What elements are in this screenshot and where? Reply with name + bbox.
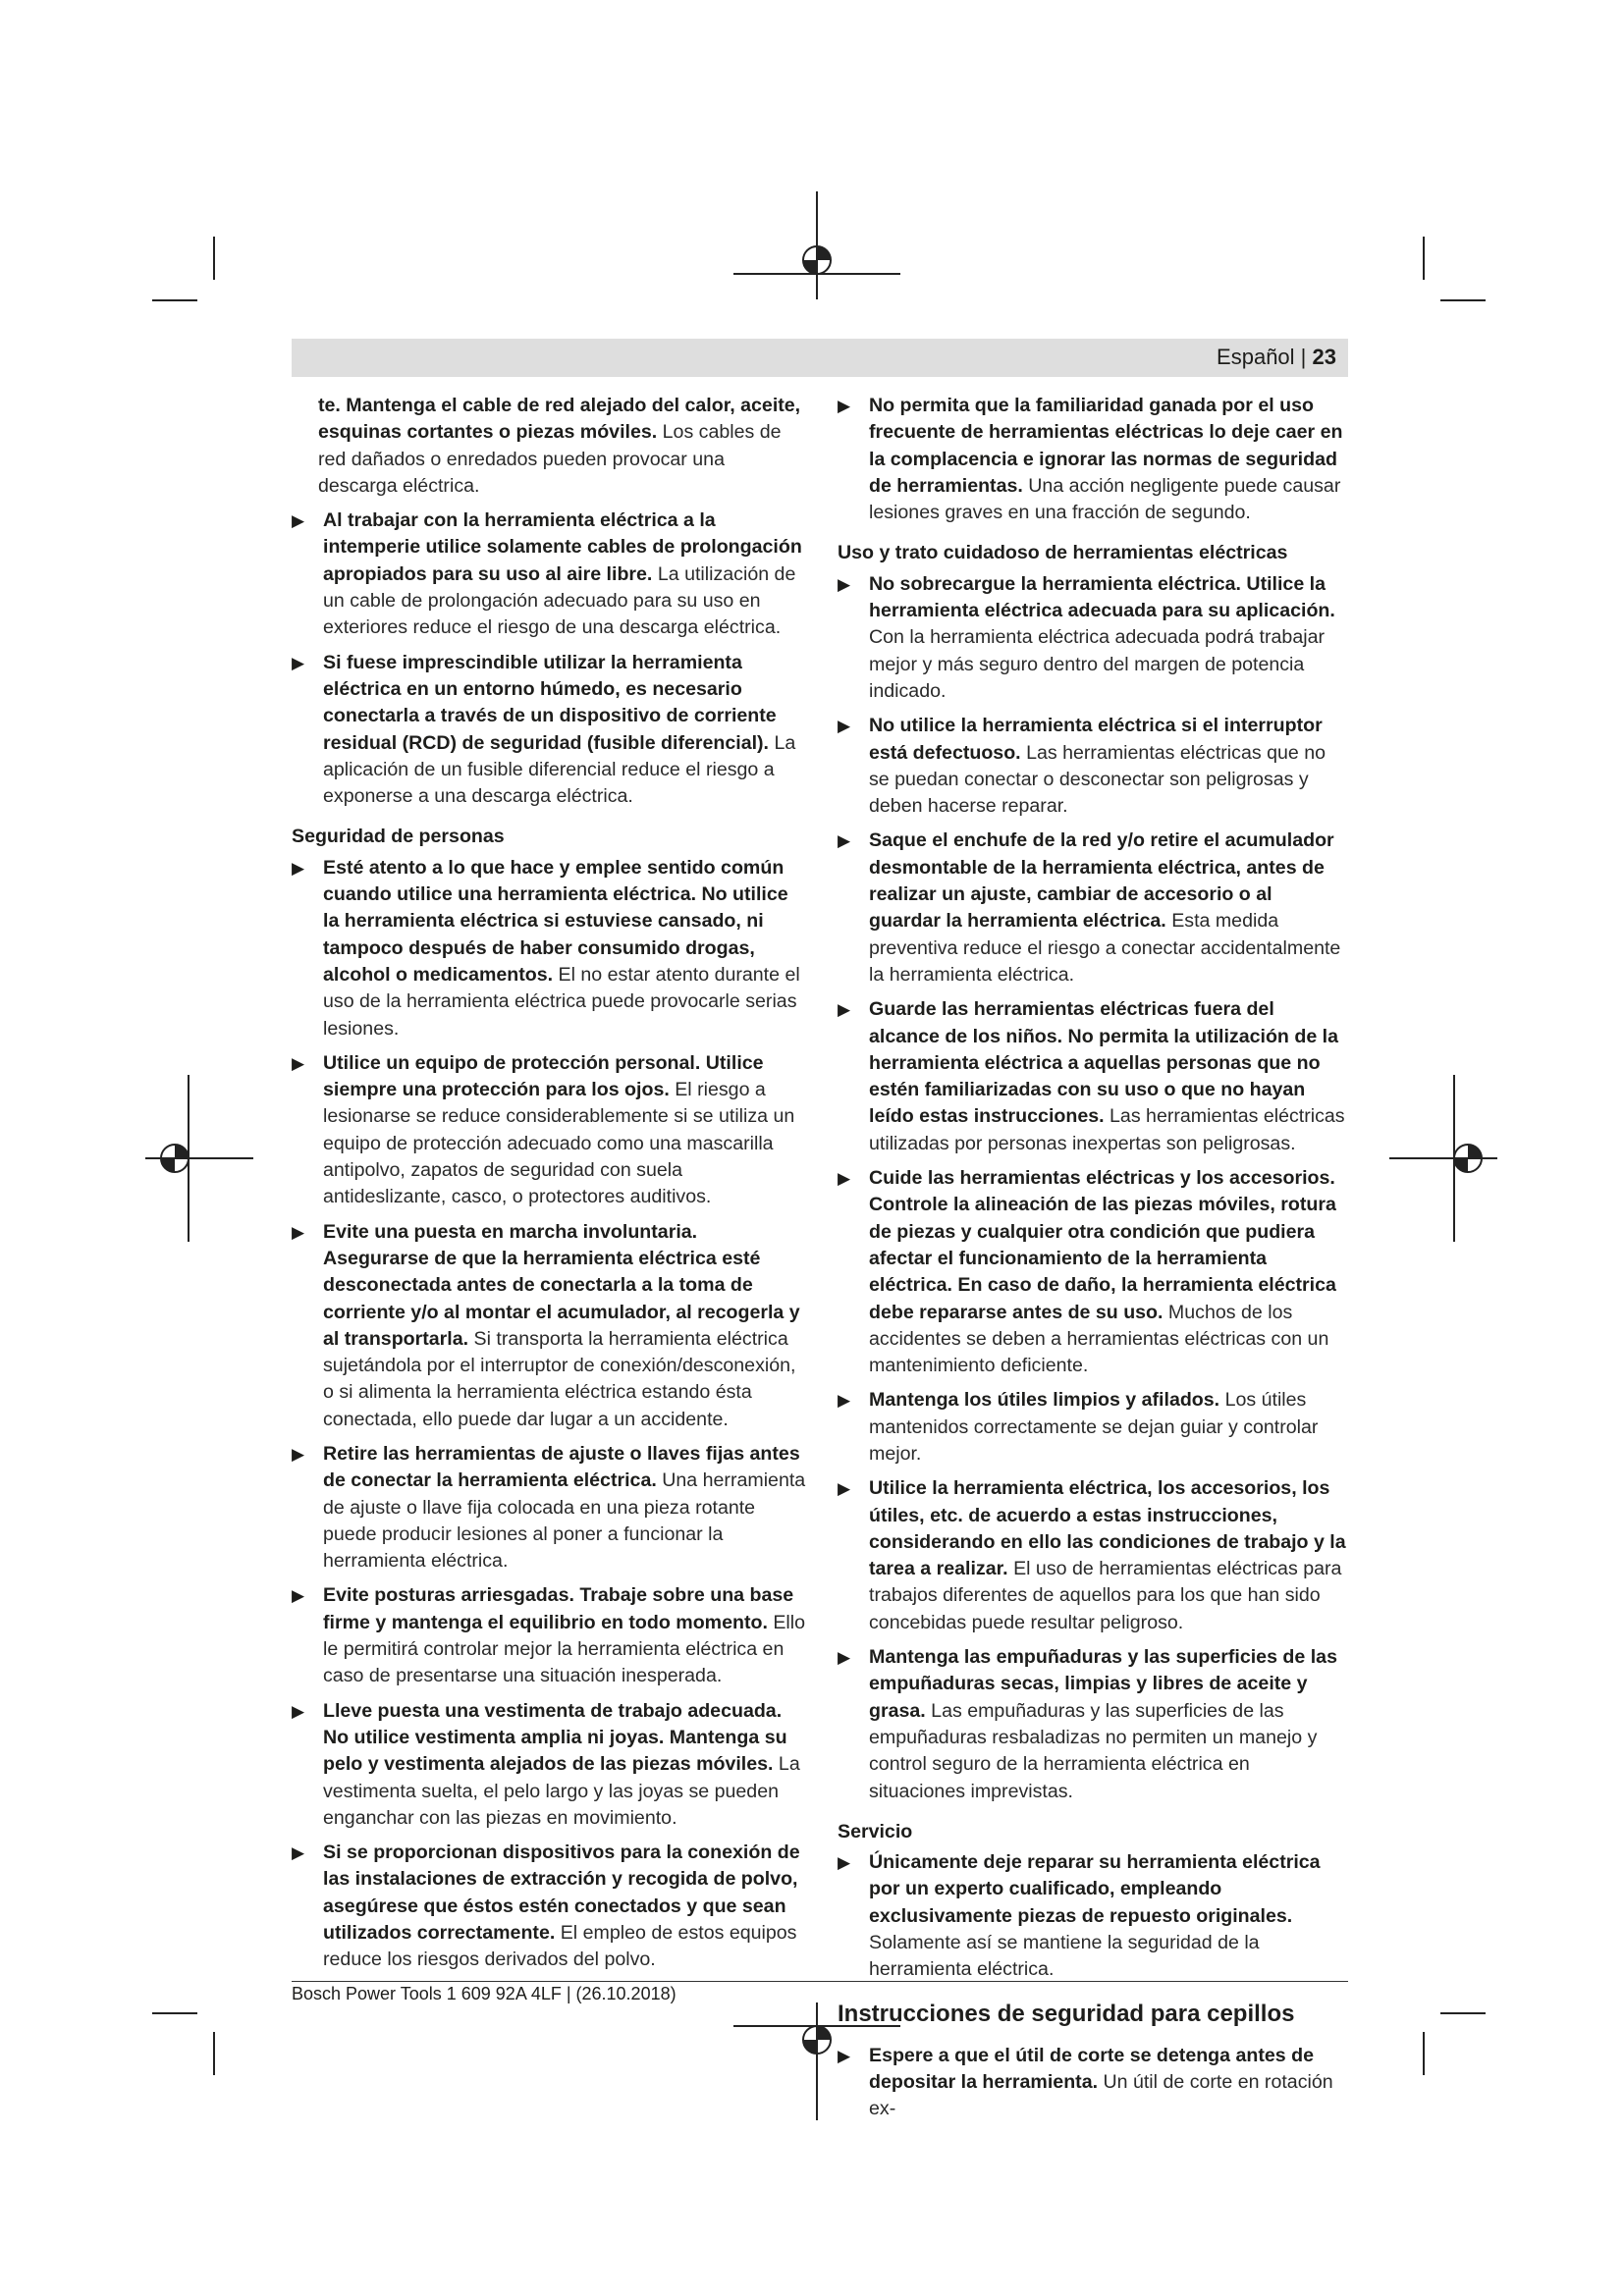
bullet-triangle-icon: ▶ bbox=[292, 1222, 305, 1242]
crop-mark bbox=[213, 2032, 215, 2075]
list-item bbox=[292, 650, 807, 811]
item-text: Una acción negligente puede causar lesiones graves en una fracción de segundo. bbox=[869, 474, 1341, 524]
bullet-triangle-icon: ▶ bbox=[838, 1648, 851, 1668]
item-text: Ello le permitirá controlar mejor la herramienta eléctrica en caso de presentarse una situación inesperada. bbox=[323, 1611, 806, 1687]
item-bold-text: Utilice un equipo de protección personal. Utilice siempre una protección para los ojos. bbox=[323, 1051, 764, 1101]
list-item bbox=[292, 855, 807, 1042]
item-text: Esta medida preventiva reduce el riesgo a conectar accidentalmente la herramienta eléctrica. bbox=[869, 910, 1341, 986]
right-column bbox=[838, 393, 1348, 2131]
list-item bbox=[838, 1644, 1348, 1805]
bullet-triangle-icon: ▶ bbox=[838, 831, 851, 851]
list-item bbox=[292, 1698, 807, 1832]
list-item bbox=[292, 1441, 807, 1575]
registration-mark-right bbox=[1389, 1075, 1497, 1242]
item-bold-text: Únicamente deje reparar su herramienta eléctrica por un experto cualificado, empleando exclusivamente piezas de repuesto originales. bbox=[869, 1851, 1321, 1927]
bullet-triangle-icon: ▶ bbox=[838, 397, 851, 415]
section-heading: Servicio bbox=[838, 1820, 913, 1842]
item-bold-text: te. Mantenga el cable de red alejado del calor, aceite, esquinas cortantes o piezas móviles. bbox=[318, 395, 801, 444]
bullet-triangle-icon: ▶ bbox=[838, 1000, 851, 1020]
item-text: Un útil de corte en rotación ex- bbox=[869, 2070, 1333, 2120]
item-bold-text: Cuide las herramientas eléctricas y los accesorios. Controle la alineación de las piezas móviles, rotura de piezas y cualquier otra condición que pudiera afectar el funcionamiento de la herramienta eléctrica. En caso de daño, la herramienta eléctrica debe repararse antes de su uso. bbox=[869, 1167, 1336, 1323]
item-bold-text: Utilice la herramienta eléctrica, los accesorios, los útiles, etc. de acuerdo a estas instrucciones, considerando en ello las condiciones de trabajo y la tarea a realizar. bbox=[869, 1477, 1346, 1580]
item-text: Una herramienta de ajuste o llave fija colocada en una pieza rotante puede producir lesiones al poner a funcionar la herramienta eléctrica. bbox=[323, 1469, 806, 1573]
footer-text: Bosch Power Tools 1 609 92A 4LF | (26.10.2018) bbox=[292, 1984, 677, 2003]
item-bold-text: No utilice la herramienta eléctrica si el interruptor está defectuoso. bbox=[869, 715, 1323, 764]
item-text: Muchos de los accidentes se deben a herramientas eléctricas con un mantenimiento deficiente. bbox=[869, 1301, 1329, 1377]
bullet-triangle-icon: ▶ bbox=[292, 1586, 305, 1606]
bullet-triangle-icon: ▶ bbox=[838, 574, 851, 594]
list-item bbox=[838, 1849, 1348, 1983]
crop-mark bbox=[1423, 2032, 1425, 2075]
item-bold-text: Evite posturas arriesgadas. Trabaje sobre una base firme y mantenga el equilibrio en todo momento. bbox=[323, 1584, 794, 1633]
left-column bbox=[292, 393, 807, 1982]
list-item bbox=[838, 996, 1348, 1157]
bullet-triangle-icon: ▶ bbox=[838, 1169, 851, 1189]
item-bold-text: No sobrecargue la herramienta eléctrica. Utilice la herramienta eléctrica adecuada para su aplicación. bbox=[869, 572, 1335, 622]
page-header bbox=[292, 339, 1348, 377]
item-bold-text: Retire las herramientas de ajuste o llaves fijas antes de conectar la herramienta eléctrica. bbox=[323, 1442, 800, 1492]
item-bold-text: Espere a que el útil de corte se detenga antes de depositar la herramienta. bbox=[869, 2044, 1314, 2093]
item-text: Si transporta la herramienta eléctrica sujetándola por el interruptor de conexión/desconexión, o si alimenta la herramienta eléctrica estando ésta conectada, ello puede dar lugar a un accidente. bbox=[323, 1327, 796, 1430]
bullet-triangle-icon: ▶ bbox=[292, 653, 305, 672]
item-text: Con la herramienta eléctrica adecuada podrá trabajar mejor y más seguro dentro del margen de potencia indicado. bbox=[869, 626, 1325, 702]
item-text: Las herramientas eléctricas que no se puedan conectar o desconectar son peligrosas y deben hacerse reparar. bbox=[869, 741, 1326, 818]
list-item bbox=[838, 2043, 1348, 2123]
item-text: Los útiles mantenidos correctamente se dejan guiar y controlar mejor. bbox=[869, 1389, 1319, 1465]
item-text: El no estar atento durante el uso de la herramienta eléctrica puede provocarle serias lesiones. bbox=[323, 963, 800, 1040]
item-text: El empleo de estos equipos reduce los riesgos derivados del polvo. bbox=[323, 1922, 797, 1971]
crop-mark bbox=[1440, 2012, 1486, 2014]
registration-mark-left bbox=[145, 1075, 253, 1242]
item-bold-text: Esté atento a lo que hace y emplee sentido común cuando utilice una herramienta eléctrica. No utilice la herramienta eléctrica si estuviese cansado, ni tampoco después de haber consumido drogas, alcohol o medicamentos. bbox=[323, 856, 788, 986]
bullet-triangle-icon: ▶ bbox=[838, 717, 851, 736]
item-text: Solamente así se mantiene la seguridad de la herramienta eléctrica. bbox=[869, 1932, 1260, 1981]
item-bold-text: Guarde las herramientas eléctricas fuera del alcance de los niños. No permita la utilización de la herramienta eléctrica a aquellas personas que no estén familiarizadas con su uso o que no hayan leído estas instrucciones. bbox=[869, 998, 1338, 1128]
section-heading: Uso y trato cuidadoso de herramientas eléctricas bbox=[838, 542, 1288, 564]
item-bold-text: Mantenga los útiles limpios y afilados. bbox=[869, 1389, 1220, 1412]
continuation-paragraph bbox=[292, 393, 807, 500]
page-number: 23 bbox=[1312, 345, 1336, 369]
item-bold-text: Si fuese imprescindible utilizar la herramienta eléctrica en un entorno húmedo, es necesario conectarla a través de un dispositivo de corriente residual (RCD) de seguridad (fusible diferencial). bbox=[323, 651, 777, 754]
bullet-triangle-icon: ▶ bbox=[292, 858, 305, 878]
list-item bbox=[838, 393, 1348, 526]
crop-mark bbox=[213, 237, 215, 280]
list-item bbox=[838, 1165, 1348, 1379]
item-text: El uso de herramientas eléctricas para trabajos diferentes de aquellos para los que han sido concebidas puede resultar peligroso. bbox=[869, 1558, 1342, 1633]
crop-mark bbox=[152, 2012, 197, 2014]
item-bold-text: Mantenga las empuñaduras y las superficies de las empuñaduras secas, limpias y libres de aceite y grasa. bbox=[869, 1646, 1337, 1722]
crop-mark bbox=[1423, 237, 1425, 280]
item-text: Las herramientas eléctricas utilizadas por personas inexpertas son peligrosas. bbox=[869, 1105, 1345, 1154]
bullet-triangle-icon: ▶ bbox=[292, 511, 305, 531]
list-item bbox=[292, 1219, 807, 1433]
bullet-triangle-icon: ▶ bbox=[292, 1444, 305, 1464]
list-item bbox=[838, 571, 1348, 705]
bullet-triangle-icon: ▶ bbox=[292, 1843, 305, 1863]
item-bold-text: Saque el enchufe de la red y/o retire el acumulador desmontable de la herramienta eléctrica, antes de realizar un ajuste, cambiar de accesorio o al guardar la herramienta eléctrica. bbox=[869, 829, 1334, 933]
bullet-triangle-icon: ▶ bbox=[292, 1053, 305, 1073]
item-text: La vestimenta suelta, el pelo largo y las joyas se pueden enganchar con las piezas en movimiento. bbox=[323, 1753, 800, 1829]
bullet-triangle-icon: ▶ bbox=[838, 2046, 851, 2065]
list-item bbox=[292, 1582, 807, 1689]
item-text: Las empuñaduras y las superficies de las empuñaduras resbaladizas no permiten un manejo y control seguro de la herramienta eléctrica en situaciones imprevistas. bbox=[869, 1699, 1318, 1802]
item-text: El riesgo a lesionarse se reduce considerablemente si se utiliza un equipo de protección adecuado como una mascarilla antipolvo, zapatos de seguridad con suela antideslizante, casco, o protectores auditivos. bbox=[323, 1079, 795, 1208]
item-bold-text: Evite una puesta en marcha involuntaria. Asegurarse de que la herramienta eléctrica esté desconectada antes de conectarla a la toma de corriente y/o al montar el acumulador, al recogerla y al transportarla. bbox=[323, 1220, 800, 1350]
bullet-triangle-icon: ▶ bbox=[838, 1853, 851, 1873]
header-label: Español | 23 bbox=[1217, 345, 1336, 369]
list-item bbox=[838, 713, 1348, 820]
section-heading: Seguridad de personas bbox=[292, 826, 505, 848]
item-bold-text: No permita que la familiaridad ganada por el uso frecuente de herramientas eléctricas lo deje caer en la complacencia e ignorar las normas de seguridad de herramientas. bbox=[869, 395, 1343, 497]
item-text: La aplicación de un fusible diferencial reduce el riesgo a exponerse a una descarga eléctrica. bbox=[323, 731, 796, 808]
list-item bbox=[292, 1050, 807, 1211]
header-language: Español bbox=[1217, 345, 1295, 369]
bullet-triangle-icon: ▶ bbox=[838, 1479, 851, 1499]
crop-mark bbox=[152, 299, 197, 301]
registration-mark-top bbox=[733, 191, 900, 299]
list-item bbox=[292, 507, 807, 641]
item-bold-text: Si se proporcionan dispositivos para la conexión de las instalaciones de extracción y recogida de polvo, asegúrese que éstos estén conectados y que sean utilizados correctamente. bbox=[323, 1842, 800, 1945]
bullet-triangle-icon: ▶ bbox=[838, 1391, 851, 1411]
item-text: La utilización de un cable de prolongación adecuado para su uso en exteriores reduce el riesgo de una descarga eléctrica. bbox=[323, 562, 796, 639]
footer-divider bbox=[292, 1981, 1348, 1982]
list-item bbox=[838, 1387, 1348, 1468]
item-bold-text: Lleve puesta una vestimenta de trabajo adecuada. No utilice vestimenta amplia ni joyas. Mantenga su pelo y vestimenta alejados de las piezas móviles. bbox=[323, 1699, 787, 1776]
list-item bbox=[292, 1840, 807, 1973]
bullet-triangle-icon: ▶ bbox=[292, 1701, 305, 1721]
chapter-heading: Instrucciones de seguridad para cepillos bbox=[838, 2000, 1295, 2027]
list-item bbox=[838, 828, 1348, 988]
crop-mark bbox=[1440, 299, 1486, 301]
item-text: Los cables de red dañados o enredados pueden provocar una descarga eléctrica. bbox=[318, 421, 782, 497]
item-bold-text: Al trabajar con la herramienta eléctrica a la intemperie utilice solamente cables de prolongación apropiados para su uso al aire libre. bbox=[323, 509, 802, 585]
list-item bbox=[838, 1475, 1348, 1636]
